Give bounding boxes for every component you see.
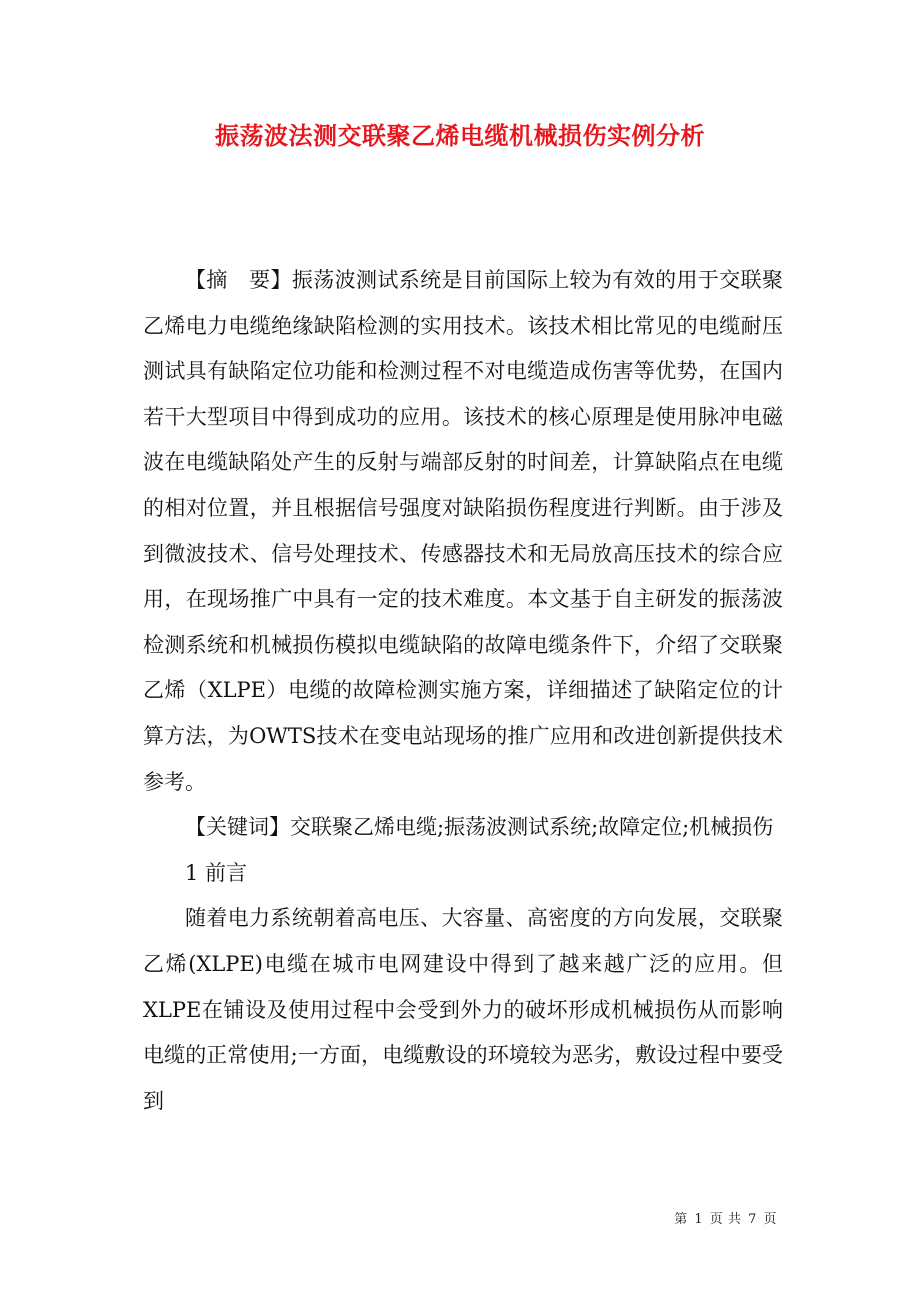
- footer-current-page: 1: [694, 1212, 704, 1227]
- page-number-footer: [673, 1208, 778, 1227]
- keywords-paragraph: 【关键词】交联聚乙烯电缆;振荡波测试系统;故障定位;机械损伤: [185, 815, 774, 840]
- intro-paragraph: 随着电力系统朝着高电压、大容量、高密度的方向发展，交联聚乙烯(XLPE)电缆在城市电网建设中得到了越来越广泛的应用。但XLPE在铺设及使用过程中会受到外力的破坏形成机械损伤从而影响电缆的正常使用;一方面，电缆敷设的环境较为恶劣，敷设过程中要受到: [143, 906, 783, 1113]
- section-heading: 1 前言: [185, 860, 248, 885]
- footer-total-pages: 7: [748, 1212, 757, 1227]
- document-title: 振荡波法测交联聚乙烯电缆机械损伤实例分析: [215, 121, 705, 150]
- footer-middle: 页 共: [709, 1212, 742, 1227]
- abstract-paragraph: 【摘 要】振荡波测试系统是目前国际上较为有效的用于交联聚乙烯电力电缆绝缘缺陷检测的实用技术。该技术相比常见的电缆耐压测试具有缺陷定位功能和检测过程不对电缆造成伤害等优势，在国内若干大型项目中得到成功的应用。该技术的核心原理是使用脉冲电磁波在电缆缺陷处产生的反射与端部反射的时间差，计算缺陷点在电缆的相对位置，并且根据信号强度对缺陷损伤程度进行判断。由于涉及到微波技术、信号处理技术、传感器技术和无局放高压技术的综合应用，在现场推广中具有一定的技术难度。本文基于自主研发的振荡波检测系统和机械损伤模拟电缆缺陷的故障电缆条件下，介绍了交联聚乙烯（XLPE）电缆的故障检测实施方案，详细描述了缺陷定位的计算方法，为OWTS技术在变电站现场的推广应用和改进创新提供技术参考。: [143, 268, 783, 794]
- footer-suffix: 页: [763, 1212, 777, 1227]
- footer-prefix: 第: [674, 1212, 688, 1227]
- document-body: [143, 258, 783, 1124]
